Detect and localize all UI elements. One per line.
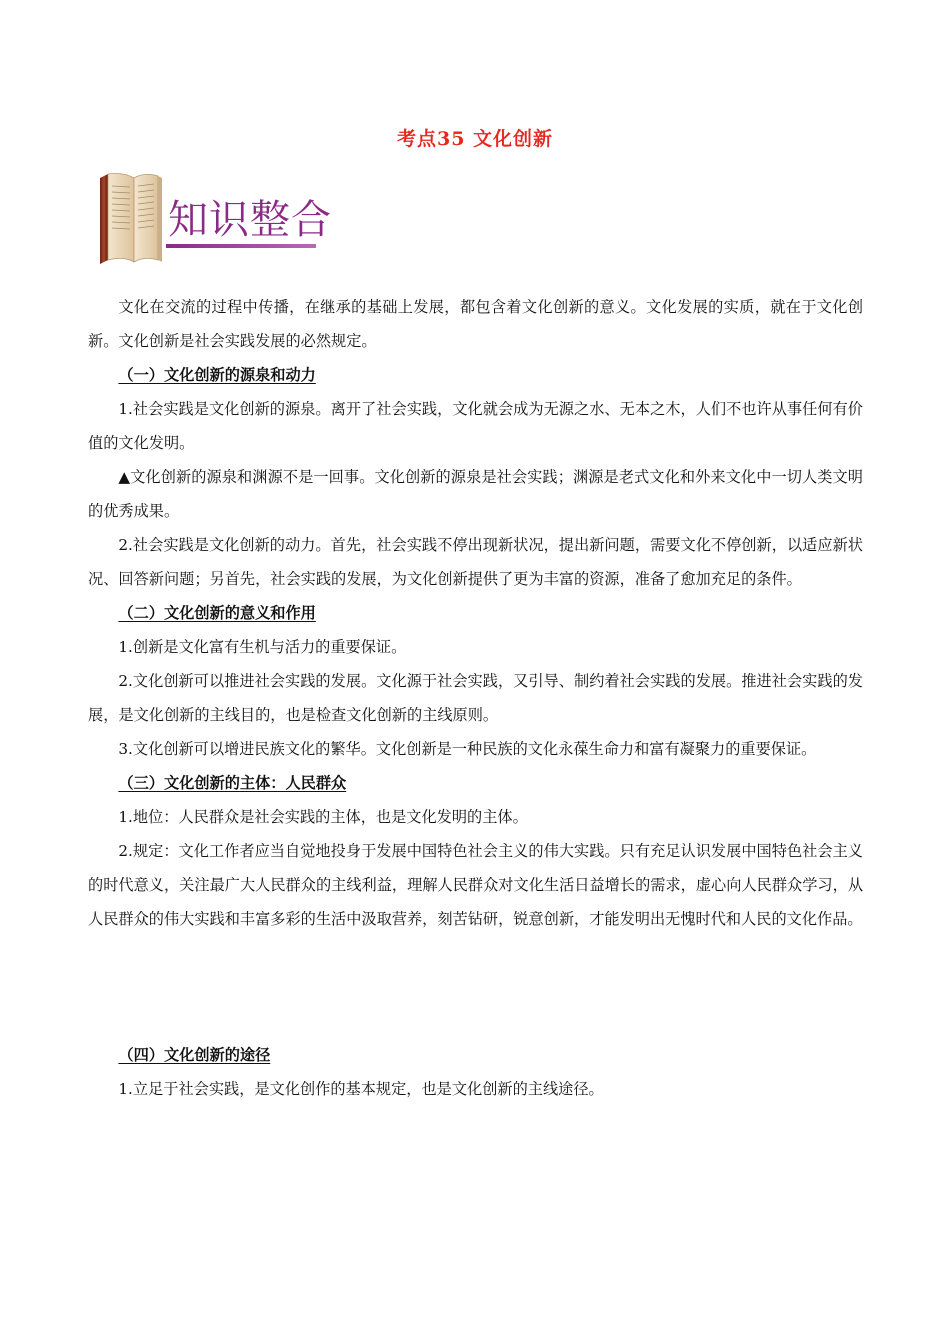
paragraph: 2.文化创新可以推进社会实践的发展。文化源于社会实践，又引导、制约着社会实践的发展。推进社会实践的发展，是文化创新的主线目的，也是检查文化创新的主线原则。 — [88, 672, 863, 724]
banner-title: 知识整合 — [168, 197, 332, 243]
intro-paragraph: 文化在交流的过程中传播，在继承的基础上发展，都包含着文化创新的意义。文化发展的实质，就在于文化创新。文化创新是社会实践发展的必然规定。 — [88, 298, 863, 350]
section-banner — [94, 170, 334, 265]
paragraph: 2.规定：文化工作者应当自觉地投身于发展中国特色社会主义的伟大实践。只有充足认识发展中国特色社会主义的时代意义，关注最广大人民群众的主线利益，理解人民群众对文化生活日益增长的需求，虚心向人民群众学习，从人民群众的伟大实践和丰富多彩的生活中汲取营养，刻苦钻研，锐意创新，才能发明出无愧时代和人民的文化作品。 — [88, 842, 863, 928]
section-heading-3: （三）文化创新的主体：人民群众 — [118, 774, 347, 792]
paragraph: ▲文化创新的源泉和渊源不是一回事。文化创新的源泉是社会实践；渊源是老式文化和外来文化中一切人类文明的优秀成果。 — [88, 468, 863, 520]
page-title: 考点35 文化创新 — [396, 128, 554, 150]
book-icon — [94, 170, 164, 265]
section-heading-1: （一）文化创新的源泉和动力 — [118, 366, 316, 384]
paragraph: 1.社会实践是文化创新的源泉。离开了社会实践，文化就会成为无源之水、无本之木，人们不也许从事任何有价值的文化发明。 — [88, 400, 863, 452]
document-body — [88, 290, 863, 1106]
section-heading-4: （四）文化创新的途径 — [118, 1046, 271, 1064]
section-heading-2: （二）文化创新的意义和作用 — [118, 604, 316, 622]
spacer — [88, 936, 863, 1038]
paragraph: 2.社会实践是文化创新的动力。首先，社会实践不停出现新状况，提出新问题，需要文化不停创新，以适应新状况、回答新问题；另首先，社会实践的发展，为文化创新提供了更为丰富的资源，准备了愈加充足的条件。 — [88, 536, 863, 588]
banner-underline — [166, 244, 316, 248]
paragraph: 1.地位：人民群众是社会实践的主体，也是文化发明的主体。 — [118, 808, 528, 826]
paragraph: 3.文化创新可以增进民族文化的繁华。文化创新是一种民族的文化永葆生命力和富有凝聚力的重要保证。 — [118, 740, 817, 758]
paragraph: 1.立足于社会实践，是文化创作的基本规定，也是文化创新的主线途径。 — [118, 1080, 604, 1098]
paragraph: 1.创新是文化富有生机与活力的重要保证。 — [118, 638, 407, 656]
